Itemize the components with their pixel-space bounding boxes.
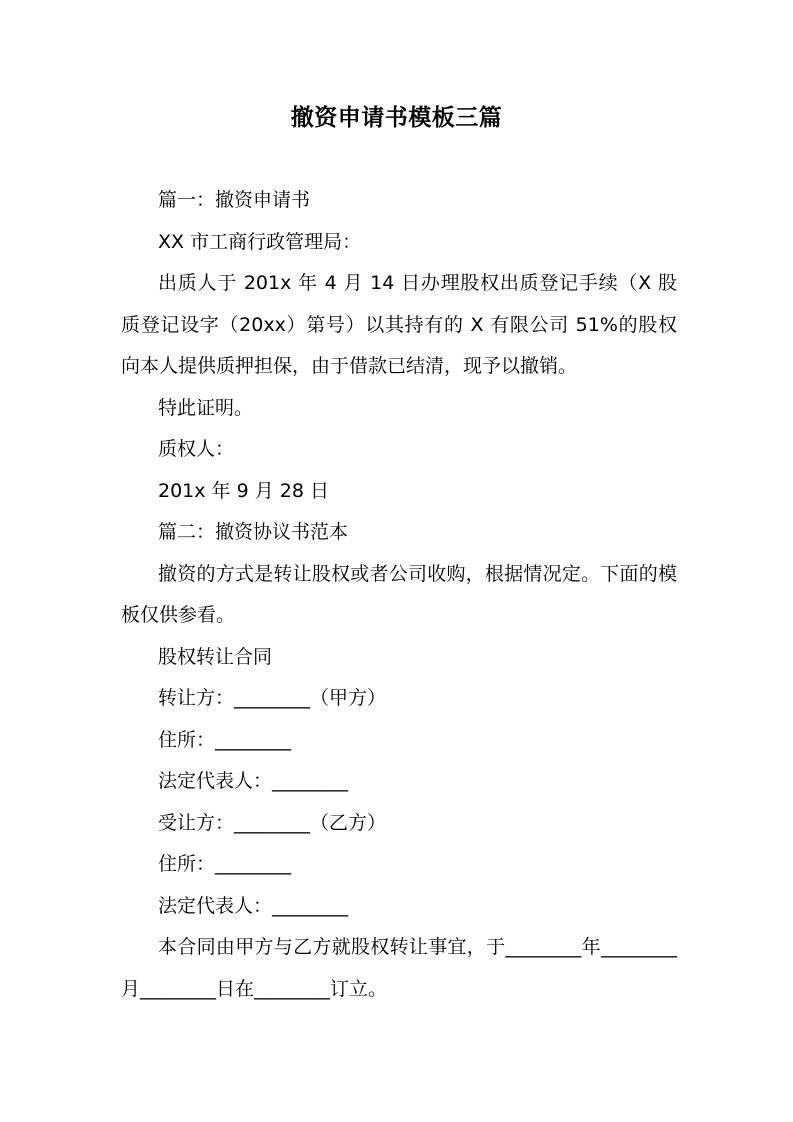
transferor-address-line: 住所：________ xyxy=(158,728,292,751)
transferee-line: 受让方：________（乙方） xyxy=(158,811,387,834)
contract-title: 股权转让合同 xyxy=(158,645,273,668)
section-heading-2: 篇二：撤资协议书范本 xyxy=(158,521,349,543)
transferee-address-line: 住所：________ xyxy=(158,853,292,875)
body-paragraph: 出质人于 201x 年 4 月 14 日办理股权出质登记手续（X 股质登记设字（20xx）第号）以其持有的 X 有限公司 51%的股权向本人提供质押担保，由于借款已结清，现予以撤销。 xyxy=(121,272,677,377)
pledgee-line: 质权人： xyxy=(158,438,235,460)
transferor-line: 转让方：________（甲方） xyxy=(158,687,387,709)
transferor-representative-line: 法定代表人：________ xyxy=(158,770,349,792)
date-line: 201x 年 9 月 28 日 xyxy=(158,479,329,502)
section-heading-1: 篇一：撤资申请书 xyxy=(158,189,311,211)
addressee: XX 市工商行政管理局： xyxy=(158,230,362,253)
document-body xyxy=(121,180,677,1010)
contract-intro-paragraph: 本合同由甲方与乙方就股权转让事宜，于________年________月________日在________订立。 xyxy=(121,936,677,1000)
transferee-representative-line: 法定代表人：________ xyxy=(158,894,349,917)
body-paragraph: 撤资的方式是转让股权或者公司收购，根据情况定。下面的模板仅供参看。 xyxy=(121,562,677,626)
certification-line: 特此证明。 xyxy=(158,396,254,419)
document-title: 撤资申请书模板三篇 xyxy=(290,105,503,131)
